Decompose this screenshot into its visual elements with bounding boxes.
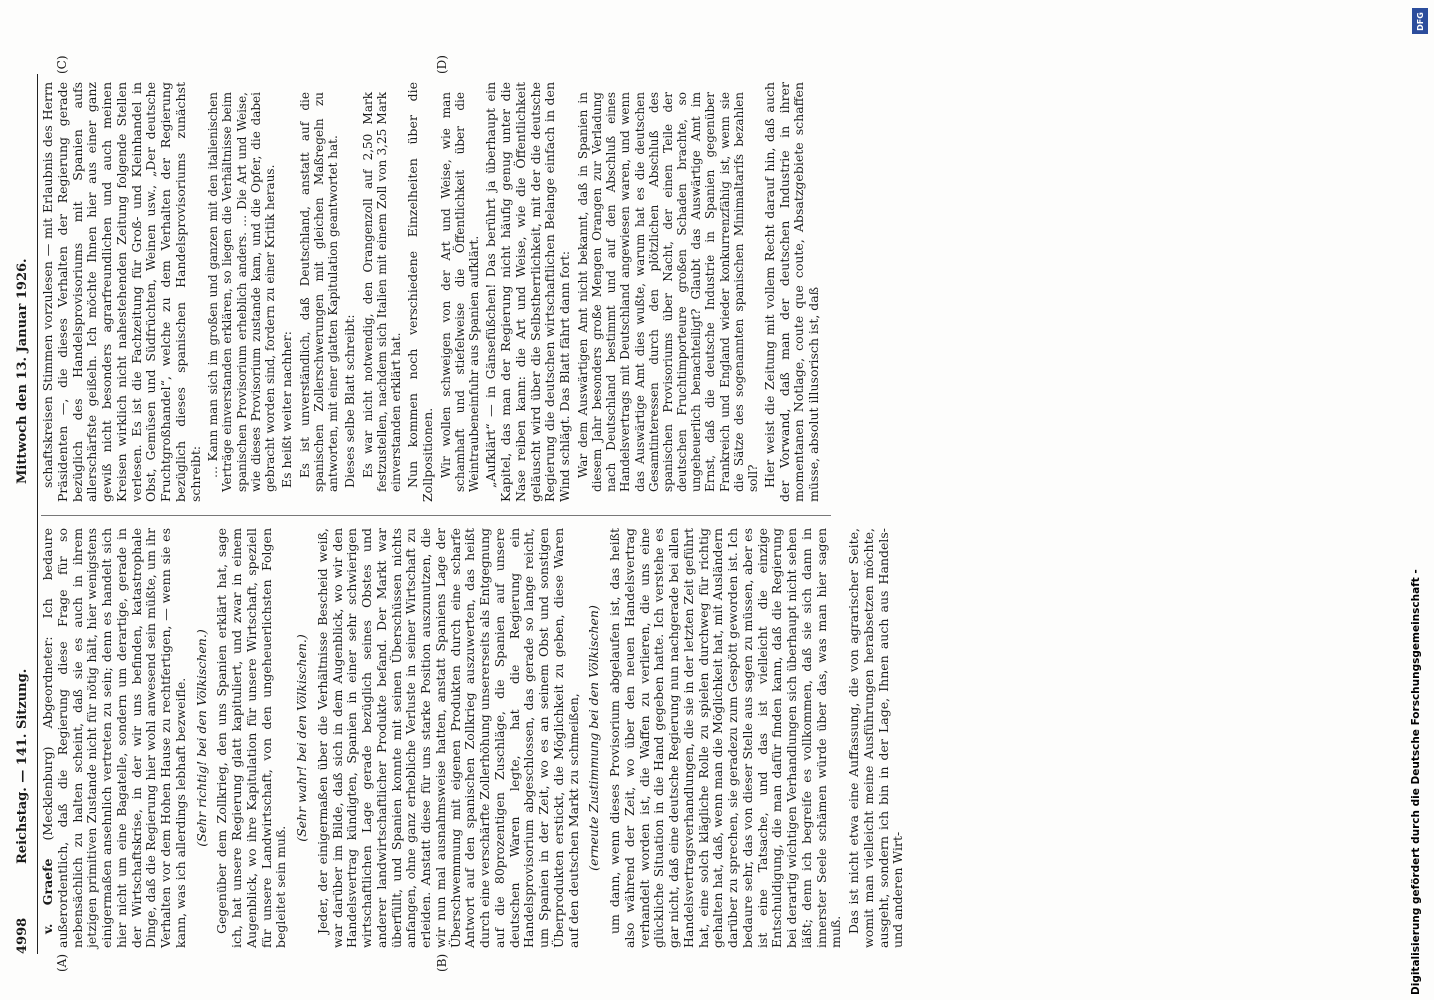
header-left-title: Reichstag. — 141. Sitzung. xyxy=(15,668,30,864)
paragraph: „Aufklärt“ — in Gänsefüßchen! Das berührt ja überhaupt ein Kapitel, das man der Regierung nicht häufig genug unter die Nase reiben kann: die Art und Weise, wie die Öffentlichkeit geläuscht wird über die Selbstherrlichkeit, mit der die deutsche Regierung die deutschen wirtschaftlichen Belange einfach in den Wind schlägt. Das Blatt fährt dann fort: xyxy=(483,82,573,502)
right-text-column xyxy=(41,82,831,502)
interjection: (Sehr richtig! bei den Völkischen.) xyxy=(193,629,209,847)
header-rule xyxy=(37,74,38,954)
interjection: (Sehr wahr! bei den Völkischen.) xyxy=(294,634,309,842)
quoted-passage: War dem Auswärtigen Amt nicht bekannt, daß in Spanien in diesem Jahr besonders große Mengen Orangen zur Verladung nach Deutschland bestimmt und auf den Abschluß eines Handelsvertrags mit Deutschland angewiesen waren, und wenn das Auswärtige Amt dies wußte, warum hat es die deutschen Gesamtinteressen durch den plötzlichen Abschluß des spanischen Provisoriums über Nacht, der einen Teile der deutschen Fruchtimporteure großen Schaden brachte, so ungeheuerlich benachteiligt? Glaubt das Auswärtige Amt im Ernst, daß die deutsche Industrie in Spanien gegenüber Frankreich und England wieder konkurrenzfähig ist, wenn sie die Sätze des sogenannten spanischen Minimaltarifs bezahlen soll? xyxy=(575,92,760,492)
interjection: (erneute Zustimmung bei den Völkischen) xyxy=(586,605,602,871)
quoted-passage: Wir wollen schweigen von der Art und Weise, wie man schamhaft und stiefelweise die Öffentlichkeit über die Weintraubeneinfuhr aus Spanien aufklärt. xyxy=(438,92,482,492)
quoted-passage: Es war nicht notwendig, den Orangenzoll auf 2,50 Mark festzustellen, nachdem sich Italien mit einem Zoll von 3,25 Mark einverstanden erklärt hat. xyxy=(361,92,404,492)
paragraph: Jeder, der einigermaßen über die Verhältnisse Bescheid weiß, war darüber im Bilde, daß sich in dem Augenblick, wo wir den Handelsvertrag kündigten, Spanien in einer sehr schwierigen wirtschaftlichen Lage gerade bezüglich seines Obstes und anderer landwirtschaftlicher Produkte befand. Der Markt war überfüllt, und Spanien konnte mit seinen Überschüssen nichts anfangen, ohne ganz erhebliche Verluste in seiner Wirtschaft zu erleiden. Anstatt diese für uns starke Position auszunutzen, die wir nun mal ausnahmsweise hatten, anstatt Spaniens Lage der Überschwemmung mit eigenen Produkten durch eine scharfe Antwort auf den spanischen Zollkrieg auszuwerten, das heißt durch eine verschärfte Zollerhöhung unsererseits als Entgegnung auf die 80prozentigen Zuschläge, die Spanien auf unsere deutschen Waren legte, hat die Regierung ein Handelsprovisorium abgeschlossen, das gerade so lange reicht, um Spanien in der Zeit, wo es an seinem Obst und sonstigen Überprodukten erstickt, die Möglichkeit zu geben, diese Waren auf den deutschen Markt zu schmeißen, xyxy=(314,528,581,948)
dfg-logo-text: DFG xyxy=(1415,11,1425,31)
paragraph: Es heißt weiter nachher: xyxy=(279,331,295,488)
margin-marker-d: (D) xyxy=(435,55,449,74)
paragraph: um dann, wenn dieses Provisorium abgelaufen ist, das heißt also während der Zeit, wo über den neuen Handelsvertrag verhandelt worden ist, die Waffen zu verlieren, die uns eine glückliche Situation in die Hand gegeben hatte. Ich verstehe es gar nicht, daß eine deutsche Regierung nun nachgerade bei allen Handelsvertragsverhandlungen, die sie in der letzten Zeit geführt hat, eine solch klägliche Rolle zu spielen durchweg für richtig gehalten hat, daß, wenn man die Möglichkeit hat, mit Ausländern darüber zu sprechen, sie geradezu zum Gespött geworden ist. Ich bedaure sehr, das von dieser Stelle aus sagen zu müssen, aber es ist eine Tatsache, und das ist vielleicht die einzige Entschuldigung, die man dafür finden kann, daß die Regierung bei derartig wichtigen Verhandlungen sich überhaupt nicht sehen läßt; denn ich begreife es vollkommen, daß sie sich dann in innerster Seele schämen würde über das, was man hier sagen muß. xyxy=(607,528,844,948)
quoted-passage: Es ist unverständlich, daß Deutschland, anstatt auf die spanischen Zollerschwerungen mit gleichen Maßregeln zu antworten, mit einer glatten Kapitulation geantwortet hat. xyxy=(297,92,341,492)
paragraph: Hier weist die Zeitung mit vollem Recht darauf hin, daß auch der Vorwand, daß man der deutschen Industrie in ihrer momentanen Notlage, coute que coute, Absatzgebiete schaffen müsse, absolut illusorisch ist, daß xyxy=(761,82,822,502)
dfg-logo-icon xyxy=(1412,8,1428,34)
speaker-name: v. Graefe xyxy=(40,858,55,934)
quoted-passage: … Kann man sich im großen und ganzen mit den italienischen Verträge einverstanden erklären, so liegen die Verhältnisse beim spanischen Provisorium erheblich anders. … Die Art und Weise, wie dieses Provisorium zustande kam, und die Opfer, die dabei gebracht worden sind, fordern zu einer Kritik heraus. xyxy=(206,92,277,492)
speech-text: Ich bedaure außerordentlich, daß die Regierung diese Frage für so nebensächlich zu halten scheint, daß sie es auch in ihrem jetzigen primitiven Zustande nicht für nötig hält, hier wenigstens einigermaßen ansehnlich vertreten zu sein; denn es handelt sich hier nicht um eine Bagatelle, sondern um derartige, gerade in der Wirtschaftskrise, in der wir uns befinden, katastrophale Dinge, daß die Regierung hier wohl anwesend sein müßte, um ihr Verhalten vor dem Hohen Hause zu rechtfertigen, — wenn sie es kann, was ich allerdings lebhaft bezweifle. xyxy=(40,528,188,948)
header-right-title: Mittwoch den 13. Januar 1926. xyxy=(15,258,30,484)
rotated-newspaper-page xyxy=(15,54,906,974)
speaker-paragraph xyxy=(41,528,189,948)
speaker-affiliation: (Mecklenburg) Abgeordneter: xyxy=(40,618,55,859)
digitization-credit: Digitalisierung gefördert durch die Deutsche Forschungsgemeinschaft - xyxy=(1410,569,1422,995)
paragraph: schaftskreisen Stimmen vorzulesen — mit Erlaubnis des Herrn Präsidenten —, die dieses Verhalten der Regierung gerade bezüglich des Handelsprovisoriums mit Spanien aufs allerschärfste geißeln. Ich möchte Ihnen hier aus einer ganz gewiß nicht besonders agrarfreundlichen und auch meinen Kreisen wirklich nicht nahestehenden Zeitung folgende Stellen verlesen. Es ist die Fachzeitung für Groß- und Kleinhandel in Obst, Gemüsen und Südfrüchten, Weinen usw., „Der deutsche Fruchtgroßhandel“, welche zu dem Verhalten der Regierung bezüglich dieses spanischen Handelsprovisoriums zunächst schreibt: xyxy=(40,82,203,502)
margin-marker-b: (B) xyxy=(435,953,449,972)
paragraph: Gegenüber dem Zollkrieg, den uns Spanien erklärt hat, sage ich, hat unsere Regierung glatt kapituliert, und zwar in einem Augenblick, wo ihre Kapitulation für unsere Wirtschaft, speziell für unsere Landwirtschaft, von den ungeheuerlichsten Folgen begleitet sein muß. xyxy=(214,528,289,948)
page-number: 4998 xyxy=(15,917,30,954)
paragraph: Dieses selbe Blatt schreibt: xyxy=(342,314,358,488)
page-header xyxy=(15,74,35,954)
margin-marker-a: (A) xyxy=(55,953,69,972)
paragraph: Nun kommen noch verschiedene Einzelheiten über die Zollpositionen. xyxy=(405,82,436,502)
margin-marker-c: (C) xyxy=(55,55,69,74)
column-divider xyxy=(41,515,831,516)
left-text-column xyxy=(40,528,906,948)
paragraph: Das ist nicht etwa eine Auffassung, die von agrarischer Seite, womit man vielleicht meine Ausführungen herabsetzen möchte, ausgeht, sondern ich bin in der Lage, Ihnen auch aus Handels- und anderen Wirt- xyxy=(846,528,906,948)
